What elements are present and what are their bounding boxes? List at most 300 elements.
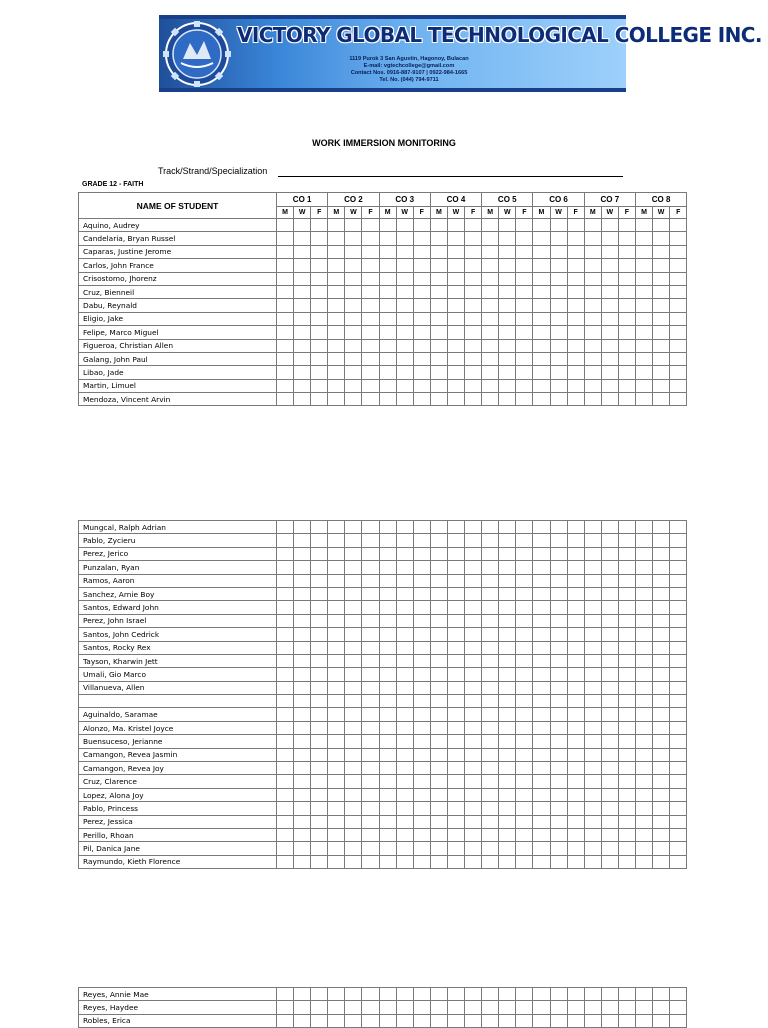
- checkmark-cell[interactable]: [311, 762, 328, 775]
- checkmark-cell[interactable]: [465, 668, 482, 681]
- checkmark-cell[interactable]: [328, 788, 345, 801]
- checkmark-cell[interactable]: [465, 601, 482, 614]
- checkmark-cell[interactable]: [328, 326, 345, 339]
- checkmark-cell[interactable]: [294, 842, 311, 855]
- checkmark-cell[interactable]: [277, 312, 294, 325]
- checkmark-cell[interactable]: [311, 574, 328, 587]
- checkmark-cell[interactable]: [277, 521, 294, 534]
- checkmark-cell[interactable]: [379, 695, 396, 708]
- checkmark-cell[interactable]: [533, 1001, 550, 1014]
- checkmark-cell[interactable]: [533, 788, 550, 801]
- checkmark-cell[interactable]: [311, 855, 328, 868]
- checkmark-cell[interactable]: [465, 285, 482, 298]
- checkmark-cell[interactable]: [345, 259, 362, 272]
- checkmark-cell[interactable]: [465, 326, 482, 339]
- checkmark-cell[interactable]: [311, 802, 328, 815]
- checkmark-cell[interactable]: [584, 775, 601, 788]
- checkmark-cell[interactable]: [482, 641, 499, 654]
- checkmark-cell[interactable]: [277, 393, 294, 406]
- checkmark-cell[interactable]: [328, 614, 345, 627]
- checkmark-cell[interactable]: [533, 721, 550, 734]
- checkmark-cell[interactable]: [516, 379, 533, 392]
- checkmark-cell[interactable]: [328, 285, 345, 298]
- checkmark-cell[interactable]: [584, 326, 601, 339]
- checkmark-cell[interactable]: [328, 855, 345, 868]
- checkmark-cell[interactable]: [311, 245, 328, 258]
- checkmark-cell[interactable]: [328, 521, 345, 534]
- checkmark-cell[interactable]: [618, 259, 635, 272]
- checkmark-cell[interactable]: [499, 668, 516, 681]
- checkmark-cell[interactable]: [499, 521, 516, 534]
- checkmark-cell[interactable]: [635, 1014, 652, 1027]
- checkmark-cell[interactable]: [413, 668, 430, 681]
- checkmark-cell[interactable]: [516, 547, 533, 560]
- checkmark-cell[interactable]: [635, 574, 652, 587]
- checkmark-cell[interactable]: [618, 245, 635, 258]
- checkmark-cell[interactable]: [345, 788, 362, 801]
- checkmark-cell[interactable]: [499, 681, 516, 694]
- checkmark-cell[interactable]: [635, 788, 652, 801]
- checkmark-cell[interactable]: [345, 299, 362, 312]
- checkmark-cell[interactable]: [413, 802, 430, 815]
- checkmark-cell[interactable]: [499, 775, 516, 788]
- checkmark-cell[interactable]: [277, 708, 294, 721]
- checkmark-cell[interactable]: [328, 748, 345, 761]
- checkmark-cell[interactable]: [550, 352, 567, 365]
- checkmark-cell[interactable]: [601, 379, 618, 392]
- checkmark-cell[interactable]: [413, 379, 430, 392]
- checkmark-cell[interactable]: [328, 393, 345, 406]
- checkmark-cell[interactable]: [294, 339, 311, 352]
- checkmark-cell[interactable]: [447, 842, 464, 855]
- checkmark-cell[interactable]: [550, 393, 567, 406]
- checkmark-cell[interactable]: [618, 339, 635, 352]
- checkmark-cell[interactable]: [499, 654, 516, 667]
- checkmark-cell[interactable]: [635, 708, 652, 721]
- checkmark-cell[interactable]: [533, 695, 550, 708]
- checkmark-cell[interactable]: [567, 842, 584, 855]
- checkmark-cell[interactable]: [379, 855, 396, 868]
- checkmark-cell[interactable]: [635, 654, 652, 667]
- checkmark-cell[interactable]: [635, 641, 652, 654]
- checkmark-cell[interactable]: [550, 721, 567, 734]
- checkmark-cell[interactable]: [447, 654, 464, 667]
- checkmark-cell[interactable]: [396, 393, 413, 406]
- checkmark-cell[interactable]: [567, 695, 584, 708]
- checkmark-cell[interactable]: [635, 232, 652, 245]
- checkmark-cell[interactable]: [516, 561, 533, 574]
- checkmark-cell[interactable]: [294, 988, 311, 1001]
- checkmark-cell[interactable]: [294, 601, 311, 614]
- checkmark-cell[interactable]: [567, 547, 584, 560]
- checkmark-cell[interactable]: [567, 828, 584, 841]
- checkmark-cell[interactable]: [465, 735, 482, 748]
- checkmark-cell[interactable]: [533, 232, 550, 245]
- checkmark-cell[interactable]: [396, 828, 413, 841]
- checkmark-cell[interactable]: [465, 521, 482, 534]
- checkmark-cell[interactable]: [550, 695, 567, 708]
- checkmark-cell[interactable]: [328, 641, 345, 654]
- checkmark-cell[interactable]: [550, 788, 567, 801]
- checkmark-cell[interactable]: [465, 393, 482, 406]
- checkmark-cell[interactable]: [584, 232, 601, 245]
- checkmark-cell[interactable]: [413, 534, 430, 547]
- checkmark-cell[interactable]: [516, 828, 533, 841]
- checkmark-cell[interactable]: [499, 762, 516, 775]
- checkmark-cell[interactable]: [277, 352, 294, 365]
- checkmark-cell[interactable]: [635, 681, 652, 694]
- checkmark-cell[interactable]: [362, 788, 379, 801]
- checkmark-cell[interactable]: [294, 708, 311, 721]
- checkmark-cell[interactable]: [670, 668, 687, 681]
- checkmark-cell[interactable]: [670, 654, 687, 667]
- checkmark-cell[interactable]: [635, 534, 652, 547]
- checkmark-cell[interactable]: [362, 587, 379, 600]
- checkmark-cell[interactable]: [345, 762, 362, 775]
- checkmark-cell[interactable]: [311, 775, 328, 788]
- checkmark-cell[interactable]: [311, 735, 328, 748]
- checkmark-cell[interactable]: [362, 815, 379, 828]
- checkmark-cell[interactable]: [618, 601, 635, 614]
- checkmark-cell[interactable]: [430, 312, 447, 325]
- checkmark-cell[interactable]: [396, 788, 413, 801]
- checkmark-cell[interactable]: [601, 681, 618, 694]
- checkmark-cell[interactable]: [499, 788, 516, 801]
- checkmark-cell[interactable]: [499, 326, 516, 339]
- checkmark-cell[interactable]: [413, 574, 430, 587]
- checkmark-cell[interactable]: [413, 681, 430, 694]
- checkmark-cell[interactable]: [516, 601, 533, 614]
- checkmark-cell[interactable]: [362, 312, 379, 325]
- checkmark-cell[interactable]: [328, 299, 345, 312]
- checkmark-cell[interactable]: [465, 1001, 482, 1014]
- checkmark-cell[interactable]: [670, 299, 687, 312]
- checkmark-cell[interactable]: [311, 521, 328, 534]
- checkmark-cell[interactable]: [430, 721, 447, 734]
- checkmark-cell[interactable]: [311, 1001, 328, 1014]
- checkmark-cell[interactable]: [567, 681, 584, 694]
- checkmark-cell[interactable]: [567, 339, 584, 352]
- checkmark-cell[interactable]: [465, 721, 482, 734]
- checkmark-cell[interactable]: [670, 788, 687, 801]
- checkmark-cell[interactable]: [447, 259, 464, 272]
- checkmark-cell[interactable]: [601, 521, 618, 534]
- checkmark-cell[interactable]: [601, 721, 618, 734]
- checkmark-cell[interactable]: [516, 299, 533, 312]
- checkmark-cell[interactable]: [379, 547, 396, 560]
- checkmark-cell[interactable]: [584, 762, 601, 775]
- checkmark-cell[interactable]: [413, 393, 430, 406]
- checkmark-cell[interactable]: [379, 842, 396, 855]
- checkmark-cell[interactable]: [447, 735, 464, 748]
- checkmark-cell[interactable]: [653, 393, 670, 406]
- checkmark-cell[interactable]: [618, 587, 635, 600]
- checkmark-cell[interactable]: [396, 855, 413, 868]
- checkmark-cell[interactable]: [482, 379, 499, 392]
- checkmark-cell[interactable]: [653, 352, 670, 365]
- checkmark-cell[interactable]: [311, 587, 328, 600]
- checkmark-cell[interactable]: [430, 245, 447, 258]
- checkmark-cell[interactable]: [345, 802, 362, 815]
- checkmark-cell[interactable]: [396, 326, 413, 339]
- checkmark-cell[interactable]: [277, 614, 294, 627]
- checkmark-cell[interactable]: [396, 339, 413, 352]
- checkmark-cell[interactable]: [328, 219, 345, 232]
- checkmark-cell[interactable]: [311, 547, 328, 560]
- checkmark-cell[interactable]: [294, 379, 311, 392]
- checkmark-cell[interactable]: [345, 842, 362, 855]
- checkmark-cell[interactable]: [294, 245, 311, 258]
- checkmark-cell[interactable]: [670, 681, 687, 694]
- checkmark-cell[interactable]: [430, 326, 447, 339]
- checkmark-cell[interactable]: [379, 339, 396, 352]
- checkmark-cell[interactable]: [567, 735, 584, 748]
- checkmark-cell[interactable]: [670, 842, 687, 855]
- checkmark-cell[interactable]: [430, 574, 447, 587]
- checkmark-cell[interactable]: [499, 988, 516, 1001]
- checkmark-cell[interactable]: [345, 828, 362, 841]
- checkmark-cell[interactable]: [499, 352, 516, 365]
- checkmark-cell[interactable]: [379, 748, 396, 761]
- checkmark-cell[interactable]: [430, 748, 447, 761]
- checkmark-cell[interactable]: [465, 815, 482, 828]
- checkmark-cell[interactable]: [328, 601, 345, 614]
- checkmark-cell[interactable]: [328, 654, 345, 667]
- checkmark-cell[interactable]: [345, 855, 362, 868]
- checkmark-cell[interactable]: [618, 855, 635, 868]
- checkmark-cell[interactable]: [516, 1001, 533, 1014]
- checkmark-cell[interactable]: [550, 748, 567, 761]
- checkmark-cell[interactable]: [550, 668, 567, 681]
- checkmark-cell[interactable]: [601, 232, 618, 245]
- checkmark-cell[interactable]: [396, 366, 413, 379]
- checkmark-cell[interactable]: [413, 641, 430, 654]
- checkmark-cell[interactable]: [601, 547, 618, 560]
- checkmark-cell[interactable]: [653, 1001, 670, 1014]
- checkmark-cell[interactable]: [499, 695, 516, 708]
- checkmark-cell[interactable]: [618, 762, 635, 775]
- checkmark-cell[interactable]: [345, 393, 362, 406]
- checkmark-cell[interactable]: [601, 219, 618, 232]
- checkmark-cell[interactable]: [567, 1001, 584, 1014]
- checkmark-cell[interactable]: [516, 708, 533, 721]
- checkmark-cell[interactable]: [379, 561, 396, 574]
- checkmark-cell[interactable]: [670, 988, 687, 1001]
- checkmark-cell[interactable]: [584, 735, 601, 748]
- checkmark-cell[interactable]: [499, 1014, 516, 1027]
- checkmark-cell[interactable]: [396, 601, 413, 614]
- checkmark-cell[interactable]: [550, 245, 567, 258]
- checkmark-cell[interactable]: [618, 815, 635, 828]
- checkmark-cell[interactable]: [550, 339, 567, 352]
- checkmark-cell[interactable]: [670, 574, 687, 587]
- checkmark-cell[interactable]: [396, 1014, 413, 1027]
- checkmark-cell[interactable]: [277, 587, 294, 600]
- checkmark-cell[interactable]: [567, 1014, 584, 1027]
- checkmark-cell[interactable]: [499, 842, 516, 855]
- checkmark-cell[interactable]: [584, 815, 601, 828]
- checkmark-cell[interactable]: [601, 828, 618, 841]
- checkmark-cell[interactable]: [362, 735, 379, 748]
- checkmark-cell[interactable]: [311, 339, 328, 352]
- checkmark-cell[interactable]: [447, 285, 464, 298]
- checkmark-cell[interactable]: [328, 668, 345, 681]
- checkmark-cell[interactable]: [277, 628, 294, 641]
- checkmark-cell[interactable]: [482, 828, 499, 841]
- checkmark-cell[interactable]: [567, 326, 584, 339]
- checkmark-cell[interactable]: [447, 1001, 464, 1014]
- checkmark-cell[interactable]: [465, 379, 482, 392]
- checkmark-cell[interactable]: [430, 654, 447, 667]
- checkmark-cell[interactable]: [311, 259, 328, 272]
- checkmark-cell[interactable]: [294, 299, 311, 312]
- checkmark-cell[interactable]: [379, 802, 396, 815]
- checkmark-cell[interactable]: [345, 628, 362, 641]
- checkmark-cell[interactable]: [499, 299, 516, 312]
- checkmark-cell[interactable]: [465, 828, 482, 841]
- checkmark-cell[interactable]: [499, 393, 516, 406]
- checkmark-cell[interactable]: [482, 735, 499, 748]
- checkmark-cell[interactable]: [670, 561, 687, 574]
- checkmark-cell[interactable]: [635, 668, 652, 681]
- checkmark-cell[interactable]: [277, 1014, 294, 1027]
- checkmark-cell[interactable]: [379, 574, 396, 587]
- checkmark-cell[interactable]: [567, 245, 584, 258]
- checkmark-cell[interactable]: [618, 802, 635, 815]
- checkmark-cell[interactable]: [379, 285, 396, 298]
- checkmark-cell[interactable]: [601, 735, 618, 748]
- checkmark-cell[interactable]: [362, 654, 379, 667]
- checkmark-cell[interactable]: [345, 601, 362, 614]
- checkmark-cell[interactable]: [550, 681, 567, 694]
- checkmark-cell[interactable]: [567, 219, 584, 232]
- checkmark-cell[interactable]: [413, 561, 430, 574]
- checkmark-cell[interactable]: [294, 521, 311, 534]
- checkmark-cell[interactable]: [618, 299, 635, 312]
- checkmark-cell[interactable]: [362, 285, 379, 298]
- checkmark-cell[interactable]: [328, 628, 345, 641]
- checkmark-cell[interactable]: [482, 708, 499, 721]
- checkmark-cell[interactable]: [396, 802, 413, 815]
- checkmark-cell[interactable]: [584, 842, 601, 855]
- checkmark-cell[interactable]: [499, 245, 516, 258]
- checkmark-cell[interactable]: [550, 232, 567, 245]
- checkmark-cell[interactable]: [550, 574, 567, 587]
- checkmark-cell[interactable]: [601, 628, 618, 641]
- checkmark-cell[interactable]: [550, 614, 567, 627]
- checkmark-cell[interactable]: [533, 815, 550, 828]
- checkmark-cell[interactable]: [653, 788, 670, 801]
- checkmark-cell[interactable]: [482, 285, 499, 298]
- checkmark-cell[interactable]: [277, 1001, 294, 1014]
- checkmark-cell[interactable]: [345, 366, 362, 379]
- checkmark-cell[interactable]: [362, 339, 379, 352]
- checkmark-cell[interactable]: [294, 232, 311, 245]
- checkmark-cell[interactable]: [635, 748, 652, 761]
- checkmark-cell[interactable]: [499, 547, 516, 560]
- checkmark-cell[interactable]: [601, 326, 618, 339]
- checkmark-cell[interactable]: [447, 681, 464, 694]
- checkmark-cell[interactable]: [430, 1014, 447, 1027]
- checkmark-cell[interactable]: [345, 614, 362, 627]
- checkmark-cell[interactable]: [584, 721, 601, 734]
- checkmark-cell[interactable]: [311, 988, 328, 1001]
- checkmark-cell[interactable]: [482, 272, 499, 285]
- checkmark-cell[interactable]: [430, 668, 447, 681]
- checkmark-cell[interactable]: [362, 326, 379, 339]
- checkmark-cell[interactable]: [601, 285, 618, 298]
- checkmark-cell[interactable]: [618, 285, 635, 298]
- checkmark-cell[interactable]: [345, 312, 362, 325]
- checkmark-cell[interactable]: [499, 855, 516, 868]
- checkmark-cell[interactable]: [328, 352, 345, 365]
- checkmark-cell[interactable]: [413, 312, 430, 325]
- checkmark-cell[interactable]: [499, 828, 516, 841]
- checkmark-cell[interactable]: [653, 681, 670, 694]
- checkmark-cell[interactable]: [430, 1001, 447, 1014]
- checkmark-cell[interactable]: [294, 547, 311, 560]
- checkmark-cell[interactable]: [430, 828, 447, 841]
- checkmark-cell[interactable]: [447, 352, 464, 365]
- checkmark-cell[interactable]: [653, 695, 670, 708]
- checkmark-cell[interactable]: [618, 366, 635, 379]
- checkmark-cell[interactable]: [670, 802, 687, 815]
- checkmark-cell[interactable]: [277, 339, 294, 352]
- checkmark-cell[interactable]: [516, 326, 533, 339]
- checkmark-cell[interactable]: [311, 312, 328, 325]
- checkmark-cell[interactable]: [379, 299, 396, 312]
- checkmark-cell[interactable]: [430, 681, 447, 694]
- checkmark-cell[interactable]: [362, 379, 379, 392]
- checkmark-cell[interactable]: [277, 855, 294, 868]
- checkmark-cell[interactable]: [362, 534, 379, 547]
- checkmark-cell[interactable]: [618, 735, 635, 748]
- checkmark-cell[interactable]: [413, 842, 430, 855]
- checkmark-cell[interactable]: [413, 654, 430, 667]
- checkmark-cell[interactable]: [345, 721, 362, 734]
- checkmark-cell[interactable]: [533, 628, 550, 641]
- checkmark-cell[interactable]: [533, 366, 550, 379]
- checkmark-cell[interactable]: [465, 842, 482, 855]
- checkmark-cell[interactable]: [618, 326, 635, 339]
- checkmark-cell[interactable]: [516, 272, 533, 285]
- checkmark-cell[interactable]: [635, 352, 652, 365]
- checkmark-cell[interactable]: [482, 326, 499, 339]
- checkmark-cell[interactable]: [465, 988, 482, 1001]
- checkmark-cell[interactable]: [447, 379, 464, 392]
- checkmark-cell[interactable]: [670, 1001, 687, 1014]
- checkmark-cell[interactable]: [379, 788, 396, 801]
- checkmark-cell[interactable]: [396, 285, 413, 298]
- checkmark-cell[interactable]: [396, 259, 413, 272]
- checkmark-cell[interactable]: [601, 788, 618, 801]
- checkmark-cell[interactable]: [653, 326, 670, 339]
- checkmark-cell[interactable]: [465, 366, 482, 379]
- checkmark-cell[interactable]: [430, 708, 447, 721]
- checkmark-cell[interactable]: [413, 219, 430, 232]
- checkmark-cell[interactable]: [584, 219, 601, 232]
- checkmark-cell[interactable]: [550, 366, 567, 379]
- checkmark-cell[interactable]: [584, 299, 601, 312]
- checkmark-cell[interactable]: [345, 534, 362, 547]
- checkmark-cell[interactable]: [430, 339, 447, 352]
- checkmark-cell[interactable]: [379, 393, 396, 406]
- checkmark-cell[interactable]: [396, 232, 413, 245]
- checkmark-cell[interactable]: [447, 232, 464, 245]
- checkmark-cell[interactable]: [294, 788, 311, 801]
- checkmark-cell[interactable]: [345, 352, 362, 365]
- checkmark-cell[interactable]: [294, 654, 311, 667]
